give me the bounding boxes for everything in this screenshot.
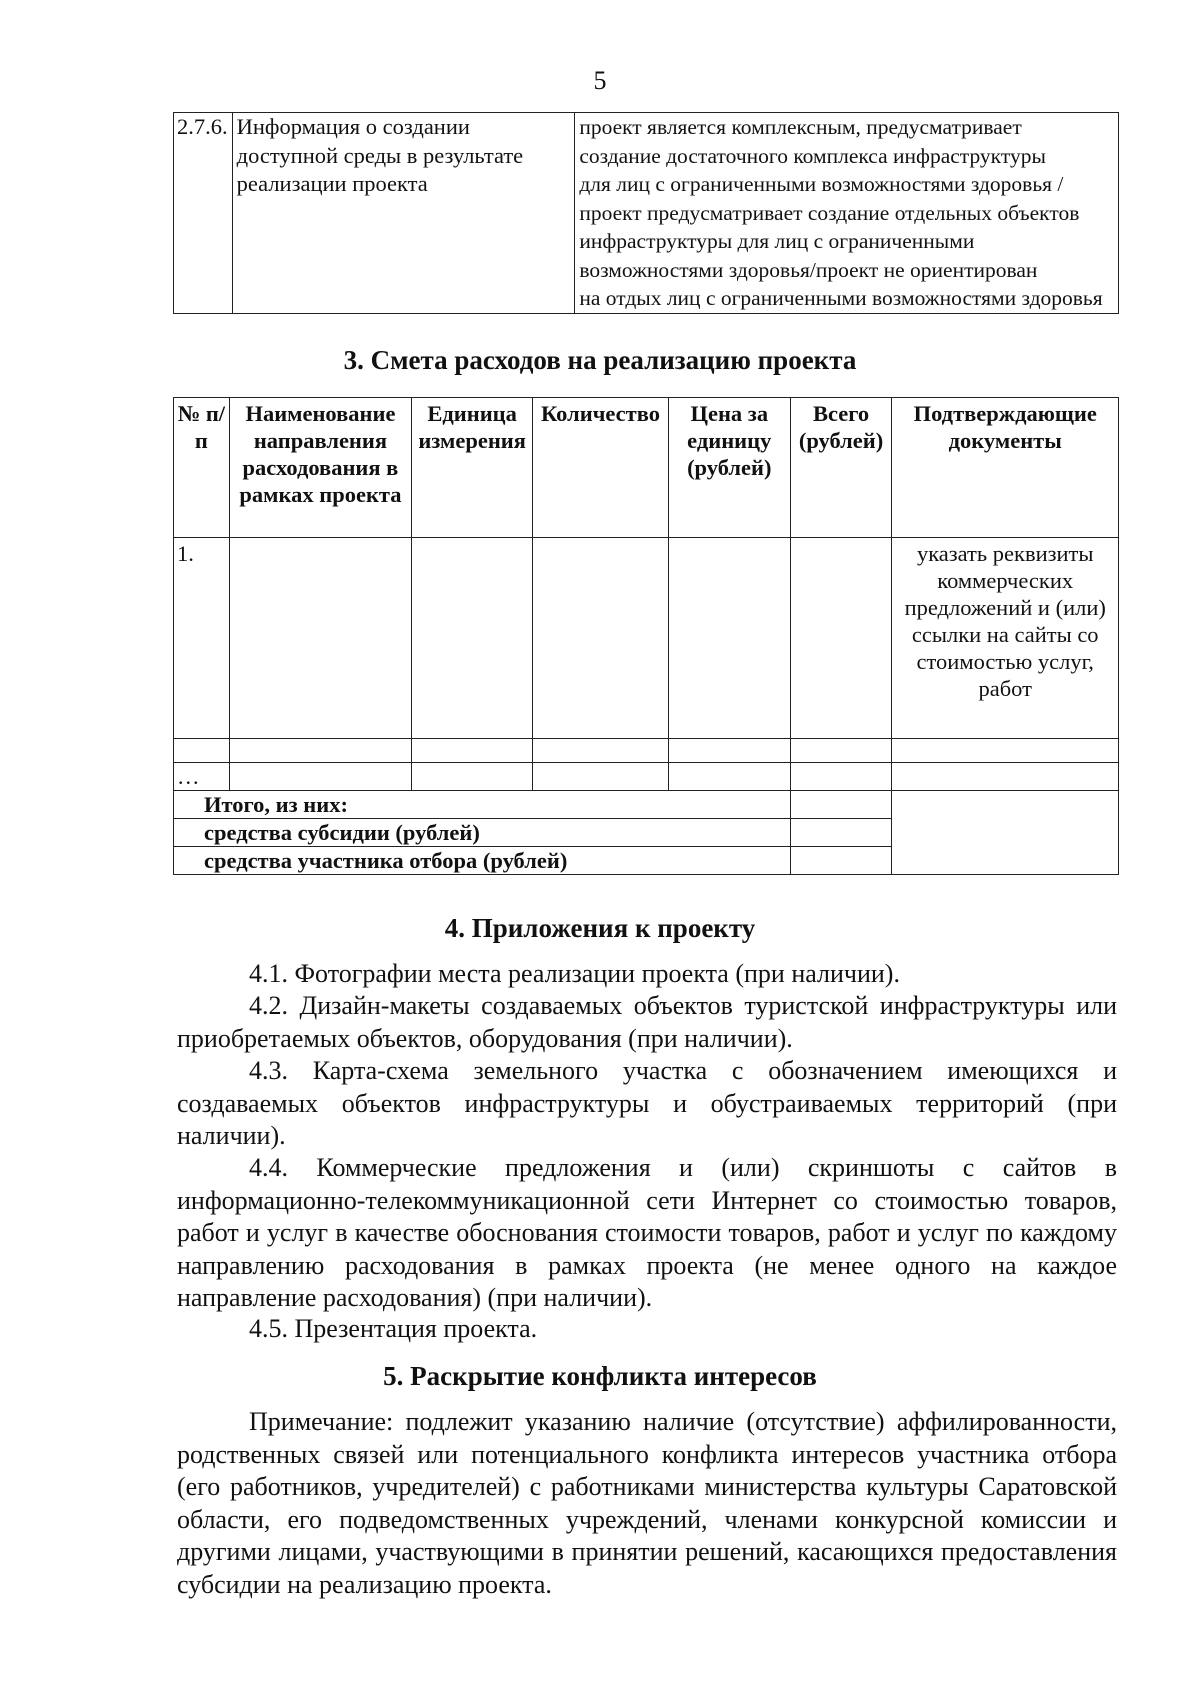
table-cell xyxy=(790,538,892,739)
item-value-line: для лиц с ограниченными возможностями здоровья / xyxy=(579,172,1064,196)
item-label xyxy=(232,113,575,314)
page-number: 5 xyxy=(593,66,607,95)
table-cell xyxy=(790,847,892,875)
subsidy-label: средства субсидии (рублей) xyxy=(174,819,791,847)
table-cell xyxy=(412,763,533,791)
accessibility-info-table xyxy=(173,112,1119,314)
section-5-title: 5. Раскрытие конфликта интересов xyxy=(383,1361,817,1391)
header-number: № п/п xyxy=(174,398,230,538)
table-cell xyxy=(668,763,790,791)
table-cell xyxy=(533,763,669,791)
item-value-line: проект предусматривает создание отдельных объектов xyxy=(579,200,1080,225)
conflict-note: Примечание: подлежит указанию наличие (отсутствие) аффилированности, родственных связей или потенциального конфликта интересов участника отбора (его работников, учредителей) с работниками министерства культуры Саратовской области, его подведомственных учреждений, членами конкурсной комиссии и другими лицами, участвующими в принятии решений, касающихся предоставления субсидии на реализацию проекта. xyxy=(177,1407,1117,1599)
table-cell xyxy=(533,739,669,763)
header-quantity: Количество xyxy=(533,398,669,538)
section-4-title: 4. Приложения к проекту xyxy=(444,913,756,943)
attachment-item: 4.5. Презентация проекта. xyxy=(249,1314,538,1343)
table-cell xyxy=(790,791,892,819)
item-value xyxy=(575,113,1119,314)
table-row xyxy=(174,763,1119,791)
item-value-line: возможностями здоровья/проект не ориентирован xyxy=(579,257,1038,282)
table-cell xyxy=(790,819,892,847)
total-label: Итого, из них: xyxy=(174,791,791,819)
header-unit-price: Цена за единицу (рублей) xyxy=(668,398,790,538)
table-cell xyxy=(892,763,1119,791)
table-cell xyxy=(790,763,892,791)
table-cell xyxy=(892,739,1119,763)
item-number: 2.7.6. xyxy=(174,113,233,314)
row-number: 1. xyxy=(174,538,230,739)
attachment-item: 4.4. Коммерческие предложения и (или) скриншоты с сайтов в информационно-телекоммуникационной сети Интернет со стоимостью товаров, работ и услуг в качестве обоснования стоимости товаров, работ и услуг по каждому направлению расходования в рамках проекта (не менее одного на каждое направление расходования) (при наличии). xyxy=(177,1153,1117,1312)
header-documents: Подтверждающие документы xyxy=(892,398,1119,538)
item-value-line: создание достаточного комплекса инфраструктуры xyxy=(579,143,1046,168)
ellipsis-cell: … xyxy=(174,763,230,791)
total-row xyxy=(174,791,1119,819)
table-cell xyxy=(229,739,412,763)
table-cell xyxy=(412,538,533,739)
header-total: Всего (рублей) xyxy=(790,398,892,538)
attachment-item: 4.2. Дизайн-макеты создаваемых объектов туристской инфраструктуры или приобретаемых объектов, оборудования (при наличии). xyxy=(177,991,1117,1053)
table-cell xyxy=(533,538,669,739)
item-label-line: Информация о создании xyxy=(236,114,470,139)
item-label-line: реализации проекта xyxy=(236,171,428,196)
attachment-item: 4.3. Карта-схема земельного участка с обозначением имеющихся и создаваемых объектов инфраструктуры и обустраиваемых территорий (при наличии). xyxy=(177,1056,1117,1150)
section-3-title: 3. Смета расходов на реализацию проекта xyxy=(343,345,857,375)
item-label-line: доступной среды в результате xyxy=(236,142,524,168)
table-cell xyxy=(892,791,1119,875)
row-documents: указать реквизиты коммерческих предложений и (или) ссылки на сайты со стоимостью услуг, работ xyxy=(892,538,1119,739)
estimate-table xyxy=(173,397,1119,875)
participant-label: средства участника отбора (рублей) xyxy=(174,847,791,875)
item-value-line: на отдых лиц с ограниченными возможностями здоровья xyxy=(579,286,1103,310)
table-cell xyxy=(412,739,533,763)
item-value-line: инфраструктуры для лиц с ограниченными xyxy=(579,229,975,253)
item-value-line: проект является комплексным, предусматривает xyxy=(579,115,1022,139)
table-cell xyxy=(174,739,230,763)
table-row xyxy=(174,739,1119,763)
table-row xyxy=(174,538,1119,739)
table-cell xyxy=(790,739,892,763)
header-unit: Единица измерения xyxy=(412,398,533,538)
header-expense-direction: Наименование направления расходования в рамках проекта xyxy=(229,398,412,538)
attachment-item: 4.1. Фотографии места реализации проекта (при наличии). xyxy=(249,959,900,988)
table-cell xyxy=(668,538,790,739)
table-header-row xyxy=(174,398,1119,538)
table-row xyxy=(174,113,1119,314)
table-cell xyxy=(229,538,412,739)
table-cell xyxy=(668,739,790,763)
table-cell xyxy=(229,763,412,791)
